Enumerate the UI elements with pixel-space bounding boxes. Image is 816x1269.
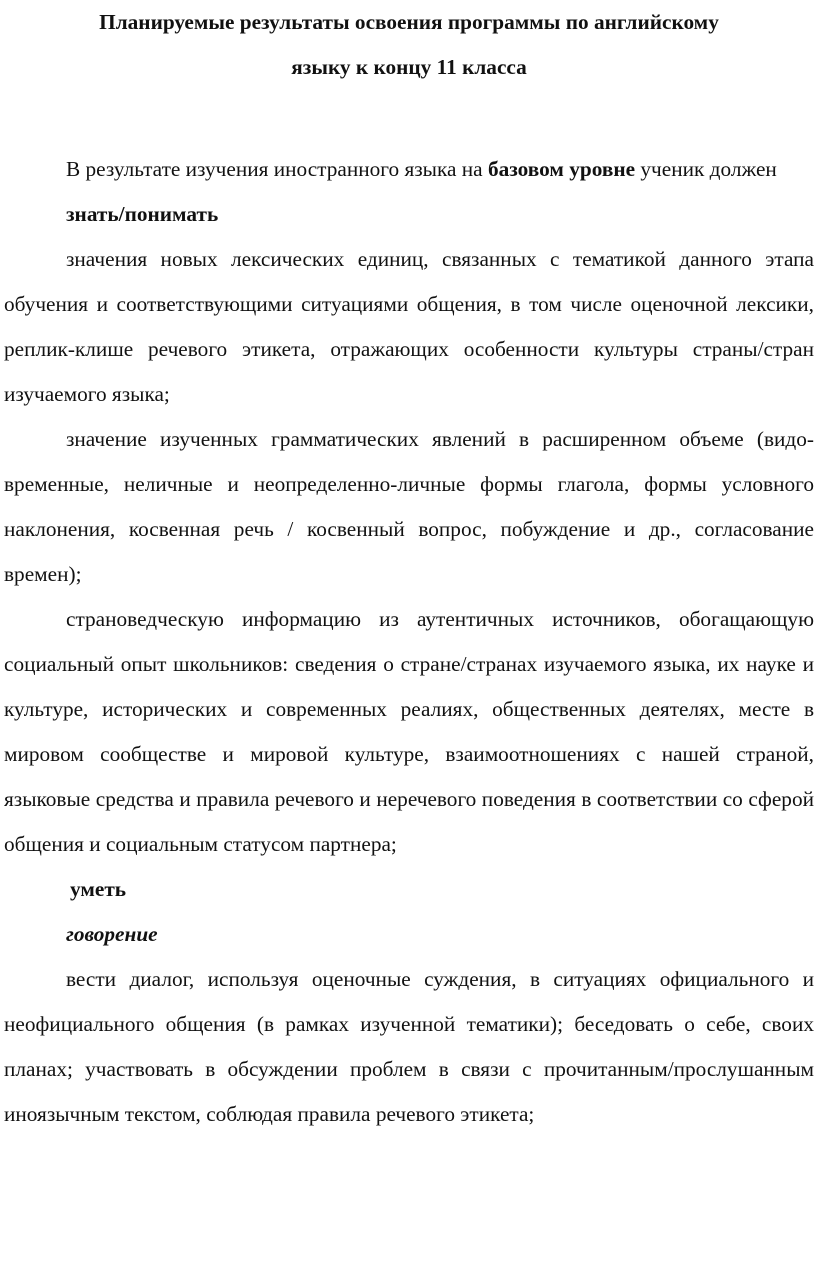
paragraph-lexis: значения новых лексических единиц, связанных с тематикой данного этапа обучения и соответствующими ситуациями общения, в том числе оценочной лексики, реплик-клише речевого этикета, отражающих особенности культуры страны/стран изучаемого языка; [4, 247, 814, 406]
intro-level-bold: базовом уровне [487, 157, 636, 181]
intro-text: В результате изучения иностранного языка на [66, 157, 488, 181]
intro-text-end: ученик должен [635, 157, 777, 181]
intro-paragraph [4, 147, 814, 192]
title-line-2: языку к концу 11 класса [291, 55, 527, 79]
paragraph-culture: страноведческую информацию из аутентичных источников, обогащающую социальный опыт школьников: сведения о стране/странах изучаемого языка, их науке и культуре, исторических и современных реалиях, общественных деятелях, месте в мировом сообществе и мировой культуре, взаимоотношениях с нашей страной, языковые средства и правила речевого и неречевого поведения в соответствии со сферой общения и социальным статусом партнера; [4, 607, 814, 856]
heading-speaking: говорение [66, 922, 158, 946]
title-line-1: Планируемые результаты освоения программы по английскому [99, 10, 719, 34]
heading-know: знать/понимать [66, 202, 219, 226]
document-title [4, 0, 814, 90]
paragraph-dialogue: вести диалог, используя оценочные суждения, в ситуациях официального и неофициального общения (в рамках изученной тематики); беседовать о себе, своих планах; участвовать в обсуждении проблем в связи с прочитанным/прослушанным иноязычным текстом, соблюдая правила речевого этикета; [4, 967, 814, 1126]
paragraph-grammar: значение изученных грамматических явлений в расширенном объеме (видо-временные, неличные и неопределенно-личные формы глагола, формы условного наклонения, косвенная речь / косвенный вопрос, побуждение и др., согласование времен); [4, 427, 814, 586]
document-page [4, 0, 814, 1137]
heading-can: уметь [70, 877, 127, 901]
